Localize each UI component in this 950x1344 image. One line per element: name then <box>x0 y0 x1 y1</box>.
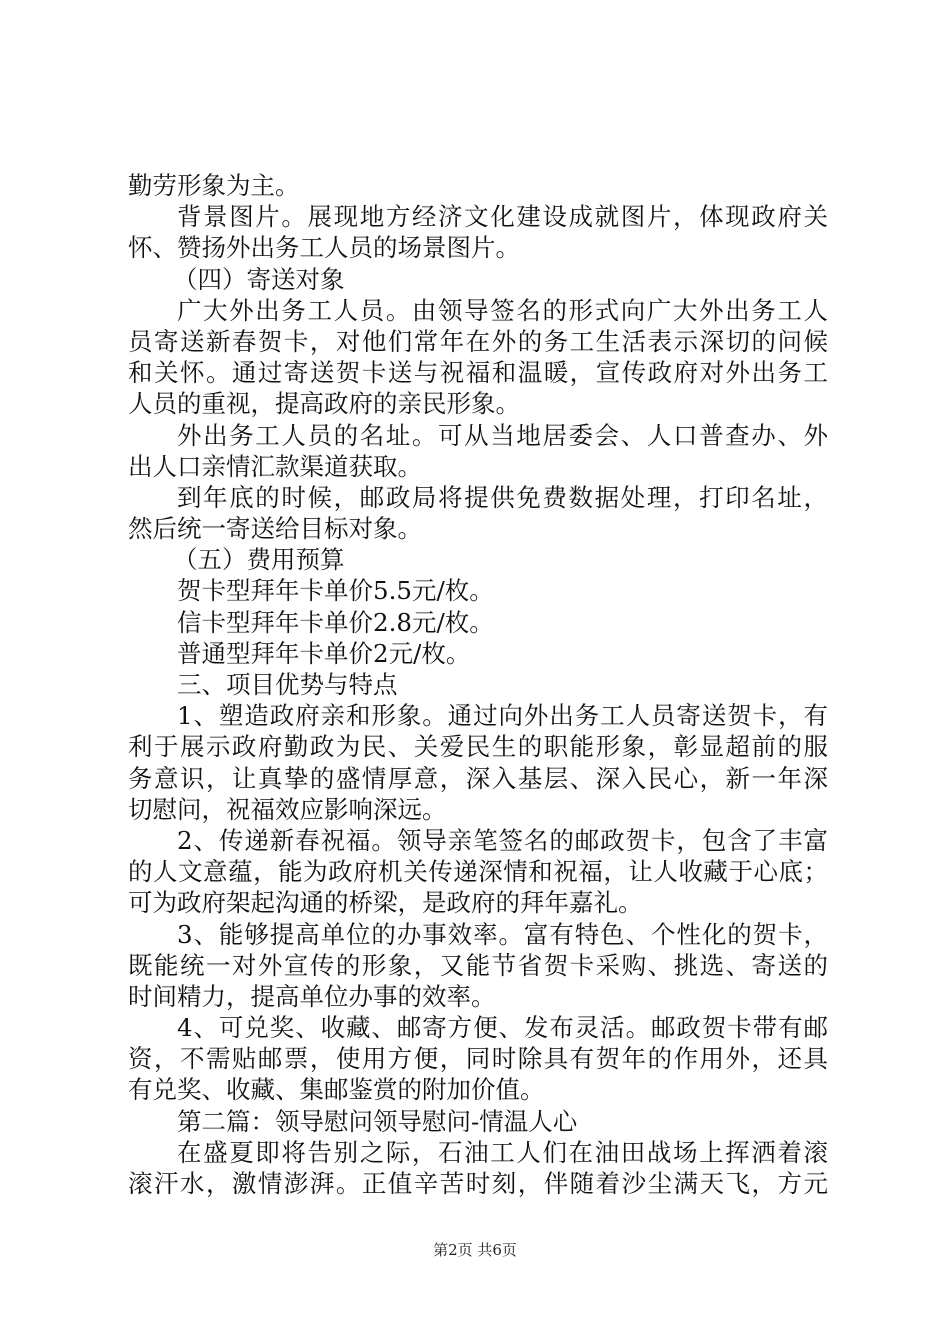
text-line: 然后统一寄送给目标对象。 <box>128 514 422 544</box>
text-line: 和关怀。通过寄送贺卡送与祝福和温暖，宣传政府对外出务工 <box>128 358 828 388</box>
text-line: 信卡型拜年卡单价2.8元/枚。 <box>177 607 494 637</box>
text-line: 贺卡型拜年卡单价5.5元/枚。 <box>177 576 494 606</box>
text-line: 普通型拜年卡单价2元/枚。 <box>177 638 471 668</box>
text-line: 时间精力，提高单位办事的效率。 <box>128 981 496 1011</box>
text-line: 外出务工人员的名址。可从当地居委会、人口普查办、外 <box>177 420 828 450</box>
text-line: 4、可兑奖、收藏、邮寄方便、发布灵活。邮政贺卡带有邮 <box>177 1013 828 1043</box>
text-line: 务意识，让真挚的盛情厚意，深入基层、深入民心，新一年深 <box>128 763 828 793</box>
text-line: 勤劳形象为主。 <box>128 171 300 200</box>
text-line: 员寄送新春贺卡，对他们常年在外的务工生活表示深切的问候 <box>128 326 828 356</box>
text-line: （五）费用预算 <box>173 545 345 575</box>
text-line: 三、项目优势与特点 <box>177 670 398 699</box>
text-line: 广大外出务工人员。由领导签名的形式向广大外出务工人 <box>177 295 828 325</box>
text-line: 的人文意蕴，能为政府机关传递深情和祝福，让人收藏于心底； <box>128 857 828 887</box>
text-line: 1、塑造政府亲和形象。通过向外出务工人员寄送贺卡，有 <box>177 701 828 731</box>
text-line: 背景图片。展现地方经济文化建设成就图片，体现政府关 <box>177 202 828 232</box>
text-line: 人员的重视，提高政府的亲民形象。 <box>128 389 520 419</box>
text-line: 到年底的时候，邮政局将提供免费数据处理，打印名址， <box>177 482 828 512</box>
text-line: 有兑奖、收藏、集邮鉴赏的附加价值。 <box>128 1075 545 1105</box>
text-line: 利于展示政府勤政为民、关爱民生的职能形象，彰显超前的服 <box>128 732 828 762</box>
text-line: 既能统一对外宣传的形象，又能节省贺卡采购、挑选、寄送的 <box>128 950 828 980</box>
text-line: 2、传递新春祝福。领导亲笔签名的邮政贺卡，包含了丰富 <box>177 825 828 855</box>
text-line: 3、能够提高单位的办事效率。富有特色、个性化的贺卡， <box>177 919 828 949</box>
text-line: 滚汗水，激情澎湃。正值辛苦时刻，伴随着沙尘满天飞，方元 <box>128 1169 828 1198</box>
text-line: 资，不需贴邮票，使用方便，同时除具有贺年的作用外，还具 <box>128 1044 828 1074</box>
text-line: 在盛夏即将告别之际，石油工人们在油田战场上挥洒着滚 <box>177 1137 828 1167</box>
text-line: 可为政府架起沟通的桥梁，是政府的拜年嘉礼。 <box>128 888 643 918</box>
text-line: 出人口亲情汇款渠道获取。 <box>128 451 422 481</box>
text-line: 切慰问，祝福效应影响深远。 <box>128 794 447 824</box>
body-text <box>128 170 828 1199</box>
text-line: 第二篇：领导慰问领导慰问-情温人心 <box>177 1106 578 1136</box>
text-line: 怀、赞扬外出务工人员的场景图片。 <box>128 233 520 263</box>
text-line: （四）寄送对象 <box>173 264 345 294</box>
page-footer: 第2页 共6页 <box>433 1241 517 1259</box>
